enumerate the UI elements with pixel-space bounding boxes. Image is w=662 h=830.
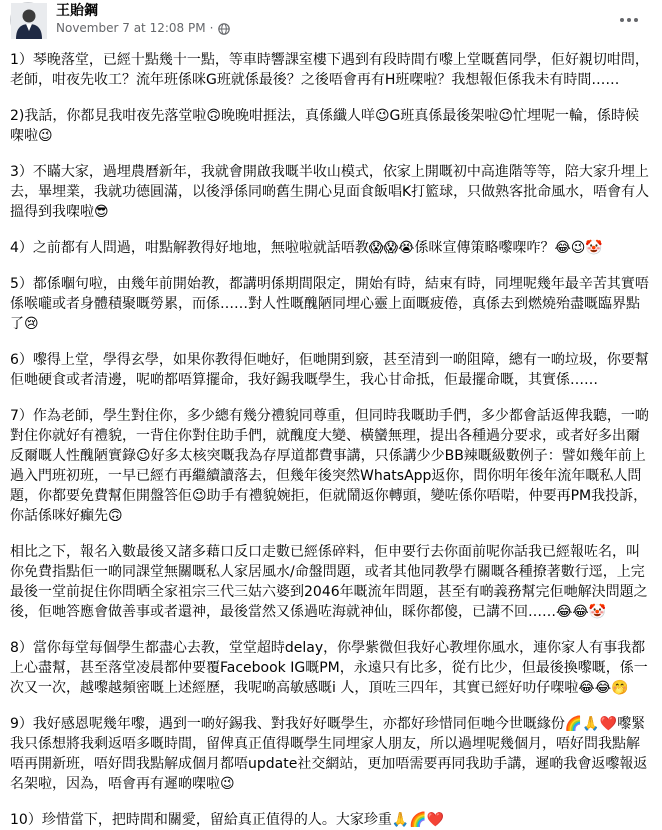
meta-separator: · [209, 21, 214, 35]
post-paragraph-7b: 相比之下，報名入數最後又諸多藉口反口走數已經係碎料，佢申要行去你面前呢你話我已經報咗名，叫你免費指點佢一啲同課堂無關嘅私人家居風水/命盤問題，或者其他同教學冇關嘅各種撩著數行逕，上完最後一堂前捉住你問晒全家祖宗三代三姑六婆到2046年嘅流年問題，甚至有啲義務幫完佢哋解決問題之後，佢哋答應會做善事或者還神，最後當然又係過咗海就神仙，睬你都傻，已講不回……😂😂🤡 [10, 544, 648, 620]
post-paragraph-10: 10）珍惜當下，把時間和關愛，留給真正值得的人。大家珍重🙏🌈❤️ [10, 812, 445, 828]
post-paragraph-3: 3）不瞞大家，過埋農曆新年，我就會開啟我嘅半收山模式，依家上開嘅初中高進階等等，陪大家升埋上去，畢埋業，我就功德圓滿，以後淨係同啲舊生開心見面食飯唱K打籃球，只做熟客批命風水，唔會有人搵得到我㗎啦😎 [10, 164, 650, 220]
post-paragraph-8: 8）當你每堂每個學生都盡心去教，堂堂超時delay，你學紫微但我好心教埋你風水，連你家人有事我都上心盡幫，甚至落堂凌晨都仲要覆Facebook IG嘅PM，永遠只有比多，從冇比少，但最後換嚟嘅，係一次又一次，越嚟越頻密嘅上述經歷，我呢啲高敏感嘅i 人，頂咗三四年，其實已經好叻仔㗎啦😂😂🤭 [10, 640, 648, 696]
post-paragraph-7: 7）作為老師，學生對住你，多少總有幾分禮貌同尊重，但同時我嘅助手們，多少都會話返俾我聽，一啲對住你就好有禮貌，一背住你對住助手們，就醜度大變、橫蠻無理，提出各種過分要求，或者好多出爾反爾嘅人性醜陋實錄😉好多太核突嘅我為存厚道都費事講，只係講少少BB辣嘅級數例子：譬如幾年前上過入門班初班，一早已經冇再繼續讀落去，但幾年後突然WhatsApp返你，問你明年後年流年嘅私人問題，你都要免費幫佢開盤答佢😉助手有禮貌婉拒，佢就鬧返你轉頭，變咗係你唔啱，仲要再PM我投訴，你話係咪好癲先🙃 [10, 408, 649, 524]
author-name[interactable]: 王貽鋼 [56, 3, 98, 19]
post-meta [56, 21, 230, 36]
post-body [10, 50, 650, 830]
post-paragraph-5: 5）都係嗰句啦，由幾年前開始教，都講明係期間限定，開始有時，結束有時，同埋呢幾年最辛苦其實唔係喉嚨或者身體積聚嘅勞累，而係……對人性嘅醜陋同埋心靈上面嘅疲倦，真係去到燃燒殆盡嘅臨界點了😢 [10, 276, 649, 332]
post-timestamp[interactable]: November 7 at 12:08 PM [56, 21, 206, 35]
globe-icon [218, 23, 230, 35]
post-paragraph-2: 2)我話，你都見我咁夜先落堂啦🙃晚晚咁捱法，真係纖人咩😉G班真係最後架啦😉忙埋呢一輪，係時候㗎啦😉 [10, 108, 639, 144]
post-header [0, 0, 662, 40]
post-paragraph-4: 4）之前都有人問過，咁點解教得好地地，無啦啦就話唔教😱😱😭係咪宣傳策略嚟㗎咋？😂😉🤡 [10, 240, 603, 256]
post-paragraph-9: 9）我好感恩呢幾年嚟，遇到一啲好錫我、對我好好嘅學生，亦都好珍惜同佢哋今世嘅緣份🌈🙏❤️嚟緊我只係想將我剩返唔多嘅時間，留俾真正值得嘅學生同埋家人朋友，所以過埋呢幾個月，唔好問我點解唔再開新班，唔好問我點解成個月都唔update社交網站，更加唔需要再同我助手講，遲啲我會返嚟報返名架啦，因為，唔會再有遲啲㗎啦😉 [10, 716, 648, 792]
author-avatar[interactable] [10, 2, 46, 38]
post-paragraph-1: 1）琴晚落堂，已經十點幾十一點，等車時響課室樓下遇到有段時間冇嚟上堂嘅舊同學，佢好親切咁問，老師，咁夜先收工？流年班係咪G班就係最後？之後唔會再有H班㗎啦？我想報佢係我未有時間…… [10, 52, 649, 88]
more-options-icon[interactable] [617, 8, 641, 32]
post-paragraph-6: 6）嚟得上堂，學得玄學，如果你教得佢哋好，佢哋開到竅，甚至清到一啲阻障，總有一啲垃圾，你要幫佢哋硬食或者清邊，呢啲都唔算擺命，我好錫我嘅學生，我心甘命抵，佢最擺命嘅，其實係…… [10, 352, 649, 388]
